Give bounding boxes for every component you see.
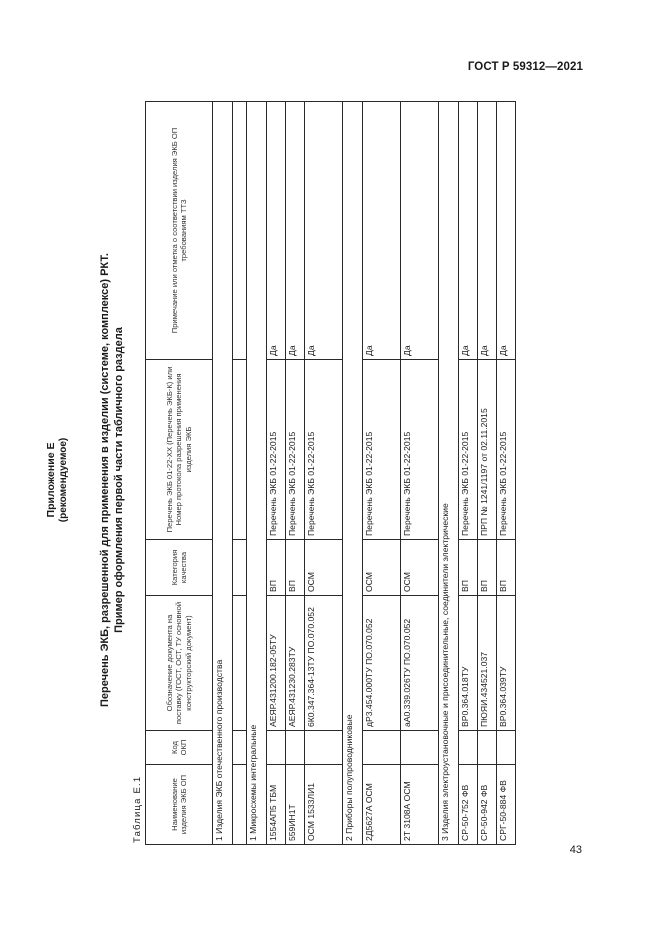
cell-note: Да bbox=[305, 102, 343, 360]
appendix-status: (рекомендуемое) bbox=[58, 437, 69, 523]
cell-note: Да bbox=[497, 102, 516, 360]
cell-list: Перечень ЭКБ 01-22-2015 bbox=[305, 360, 343, 540]
col-header-note: Примечание или отметка о соответствии изделия ЭКБ ОП требованиям ТТЗ bbox=[146, 102, 213, 360]
group-title: 1 Микросхемы интегральные bbox=[247, 102, 267, 845]
table-row bbox=[459, 102, 478, 845]
appendix-title: Приложение Е bbox=[45, 442, 57, 518]
standard-number: ГОСТ Р 59312—2021 bbox=[467, 61, 583, 73]
page-number: 43 bbox=[569, 844, 582, 856]
group-title-row bbox=[343, 102, 363, 845]
cell-doc: АЕЯР.431200.182-05ТУ bbox=[267, 596, 286, 731]
cell-list: ПРП № 1241/1197 от 02.11.2015 bbox=[478, 360, 497, 540]
table-header-row bbox=[146, 102, 213, 845]
cell-quality: ВП bbox=[478, 540, 497, 596]
cell-doc: ВР0.364.039ТУ bbox=[497, 596, 516, 731]
cell-doc: дР3.454.000ТУ ПО.070.052 bbox=[363, 596, 401, 731]
cell-note: Да bbox=[286, 102, 305, 360]
cell-quality: ВП bbox=[286, 540, 305, 596]
cell-name: СР-50-942 ФВ bbox=[478, 765, 497, 845]
cell-doc: ПЮЯИ.434521.037 bbox=[478, 596, 497, 731]
section-row bbox=[213, 102, 233, 845]
cell-doc: ВР0.364.018ТУ bbox=[459, 596, 478, 731]
cell-name: 1554АП5 ТБМ bbox=[267, 765, 286, 845]
cell-doc: аА0.339.026ТУ ПО.070.052 bbox=[401, 596, 439, 731]
cell-quality: ОСМ bbox=[401, 540, 439, 596]
cell-quality: ВП bbox=[497, 540, 516, 596]
ekb-table bbox=[145, 101, 516, 845]
col-header-code: Код ОКП bbox=[146, 731, 213, 765]
cell-code bbox=[478, 731, 497, 765]
cell-code bbox=[363, 731, 401, 765]
group-title: 2 Приборы полупроводниковые bbox=[343, 102, 363, 845]
rotated-page-content bbox=[20, 75, 540, 885]
cell-code bbox=[267, 731, 286, 765]
cell-code bbox=[286, 731, 305, 765]
section-main-title: 1 Изделия ЭКБ отечественного производства bbox=[213, 102, 233, 845]
cell-list: Перечень ЭКБ 01-22-2015 bbox=[286, 360, 305, 540]
cell-note: Да bbox=[459, 102, 478, 360]
cell-quality: ОСМ bbox=[363, 540, 401, 596]
cell-name: 2Т 3108А ОСМ bbox=[401, 765, 439, 845]
table-row bbox=[401, 102, 439, 845]
cell-code bbox=[459, 731, 478, 765]
cell-name: 2Д5627А ОСМ bbox=[363, 765, 401, 845]
appendix-heading-line2: Пример оформления первой части табличного раздела bbox=[113, 327, 125, 633]
spacer-row bbox=[233, 102, 247, 845]
cell-quality: ВП bbox=[459, 540, 478, 596]
table-row bbox=[267, 102, 286, 845]
cell-note: Да bbox=[363, 102, 401, 360]
table-row bbox=[305, 102, 343, 845]
group-title-row bbox=[247, 102, 267, 845]
col-header-name: Наименование изделия ЭКБ ОП bbox=[146, 765, 213, 845]
table-row bbox=[497, 102, 516, 845]
cell-list: Перечень ЭКБ 01-22-2015 bbox=[459, 360, 478, 540]
cell-list: Перечень ЭКБ 01-22-2015 bbox=[267, 360, 286, 540]
table-row bbox=[363, 102, 401, 845]
cell-code bbox=[497, 731, 516, 765]
cell-name: СР-50-752 ФВ bbox=[459, 765, 478, 845]
col-header-quality: Категория качества bbox=[146, 540, 213, 596]
cell-name: СРГ-50-884 ФВ bbox=[497, 765, 516, 845]
table-row bbox=[478, 102, 497, 845]
cell-note: Да bbox=[401, 102, 439, 360]
cell-doc: АЕЯР.431230.283ТУ bbox=[286, 596, 305, 731]
cell-name: ОСМ 1533ЛИ1 bbox=[305, 765, 343, 845]
cell-doc: 6К0.347.364-13ТУ ПО.070.052 bbox=[305, 596, 343, 731]
table-caption: Таблица Е.1 bbox=[132, 775, 143, 843]
cell-name: 559ИН1Т bbox=[286, 765, 305, 845]
cell-list: Перечень ЭКБ 01-22-2015 bbox=[401, 360, 439, 540]
cell-quality: ВП bbox=[267, 540, 286, 596]
appendix-heading-line1: Перечень ЭКБ, разрешенной для применения в изделии (системе, комплексе) РКТ. bbox=[99, 253, 111, 707]
cell-list: Перечень ЭКБ 01-22-2015 bbox=[497, 360, 516, 540]
cell-note: Да bbox=[478, 102, 497, 360]
cell-code bbox=[401, 731, 439, 765]
col-header-document: Обозначение документа на поставку (ГОСТ, ОСТ, ТУ основной конструкторский документ) bbox=[146, 596, 213, 731]
col-header-list: Перечень ЭКБ 01-22-XX (Перечень ЭКБ-К) или Номер протокола разрешения применения изделия ЭКБ bbox=[146, 360, 213, 540]
group-title: 3 Изделия электроустановочные и присоединительные, соединители электрические bbox=[439, 102, 459, 845]
cell-code bbox=[305, 731, 343, 765]
table-row bbox=[286, 102, 305, 845]
cell-list: Перечень ЭКБ 01-22-2015 bbox=[363, 360, 401, 540]
cell-note: Да bbox=[267, 102, 286, 360]
cell-quality: ОСМ bbox=[305, 540, 343, 596]
group-title-row bbox=[439, 102, 459, 845]
